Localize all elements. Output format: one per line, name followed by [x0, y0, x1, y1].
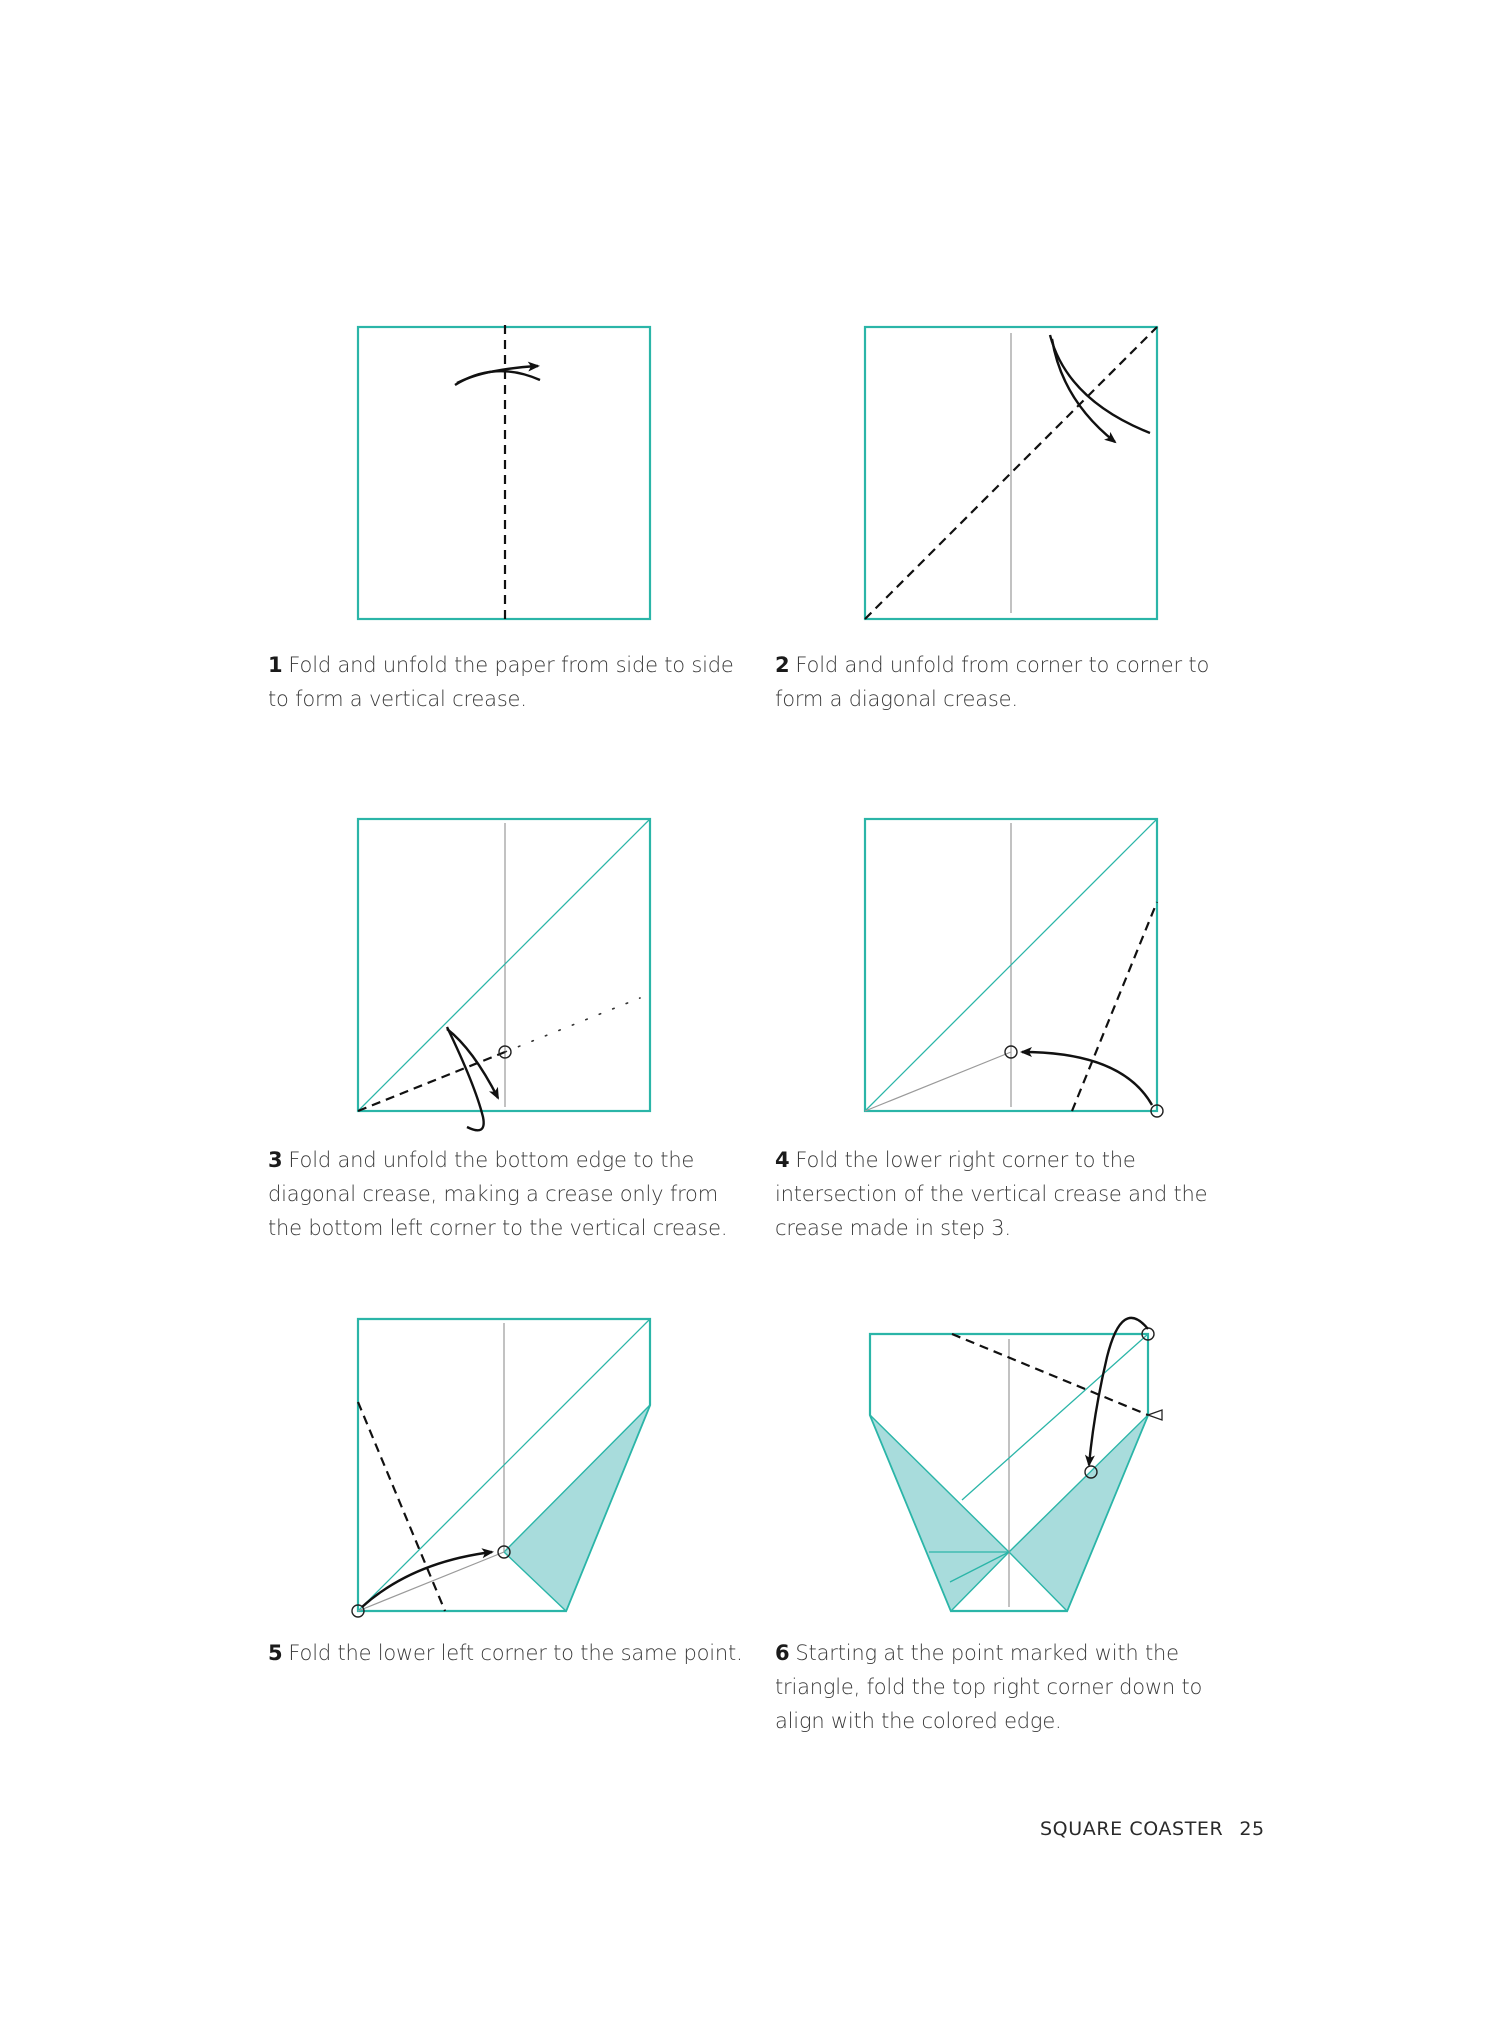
running-title: SQUARE COASTER	[1040, 1818, 1224, 1840]
step-text: Fold the lower right corner to the intersection of the vertical crease and the crease made in step 3.	[775, 1148, 1208, 1240]
step-number: 5	[268, 1641, 283, 1665]
step-5-diagram	[352, 1317, 662, 1627]
step-3-diagram	[355, 817, 655, 1137]
step-1-caption	[268, 648, 748, 716]
step-number: 1	[268, 653, 283, 677]
page-footer	[1040, 1818, 1265, 1840]
step-number: 4	[775, 1148, 790, 1172]
step-text: Fold the lower left corner to the same point.	[288, 1641, 743, 1665]
step-1-diagram	[355, 325, 655, 625]
step-text: Fold and unfold the bottom edge to the diagonal crease, making a crease only from the bottom left corner to the vertical crease.	[268, 1148, 728, 1240]
step-number: 6	[775, 1641, 790, 1665]
triangle-marker	[1148, 1410, 1162, 1420]
step-4-caption	[775, 1143, 1255, 1245]
step-2-diagram	[862, 325, 1162, 625]
step-5-caption	[268, 1636, 748, 1670]
step-text: Fold and unfold from corner to corner to form a diagonal crease.	[775, 653, 1210, 711]
step-6-diagram	[862, 1317, 1182, 1627]
step-4-diagram	[862, 817, 1172, 1127]
step-text: Fold and unfold the paper from side to side to form a vertical crease.	[268, 653, 734, 711]
step-6-caption	[775, 1636, 1255, 1738]
step-number: 3	[268, 1148, 283, 1172]
step-text: Starting at the point marked with the triangle, fold the top right corner down to align with the colored edge.	[775, 1641, 1203, 1733]
page-number: 25	[1239, 1818, 1265, 1840]
step-2-caption	[775, 648, 1255, 716]
step-3-caption	[268, 1143, 748, 1245]
step-number: 2	[775, 653, 790, 677]
